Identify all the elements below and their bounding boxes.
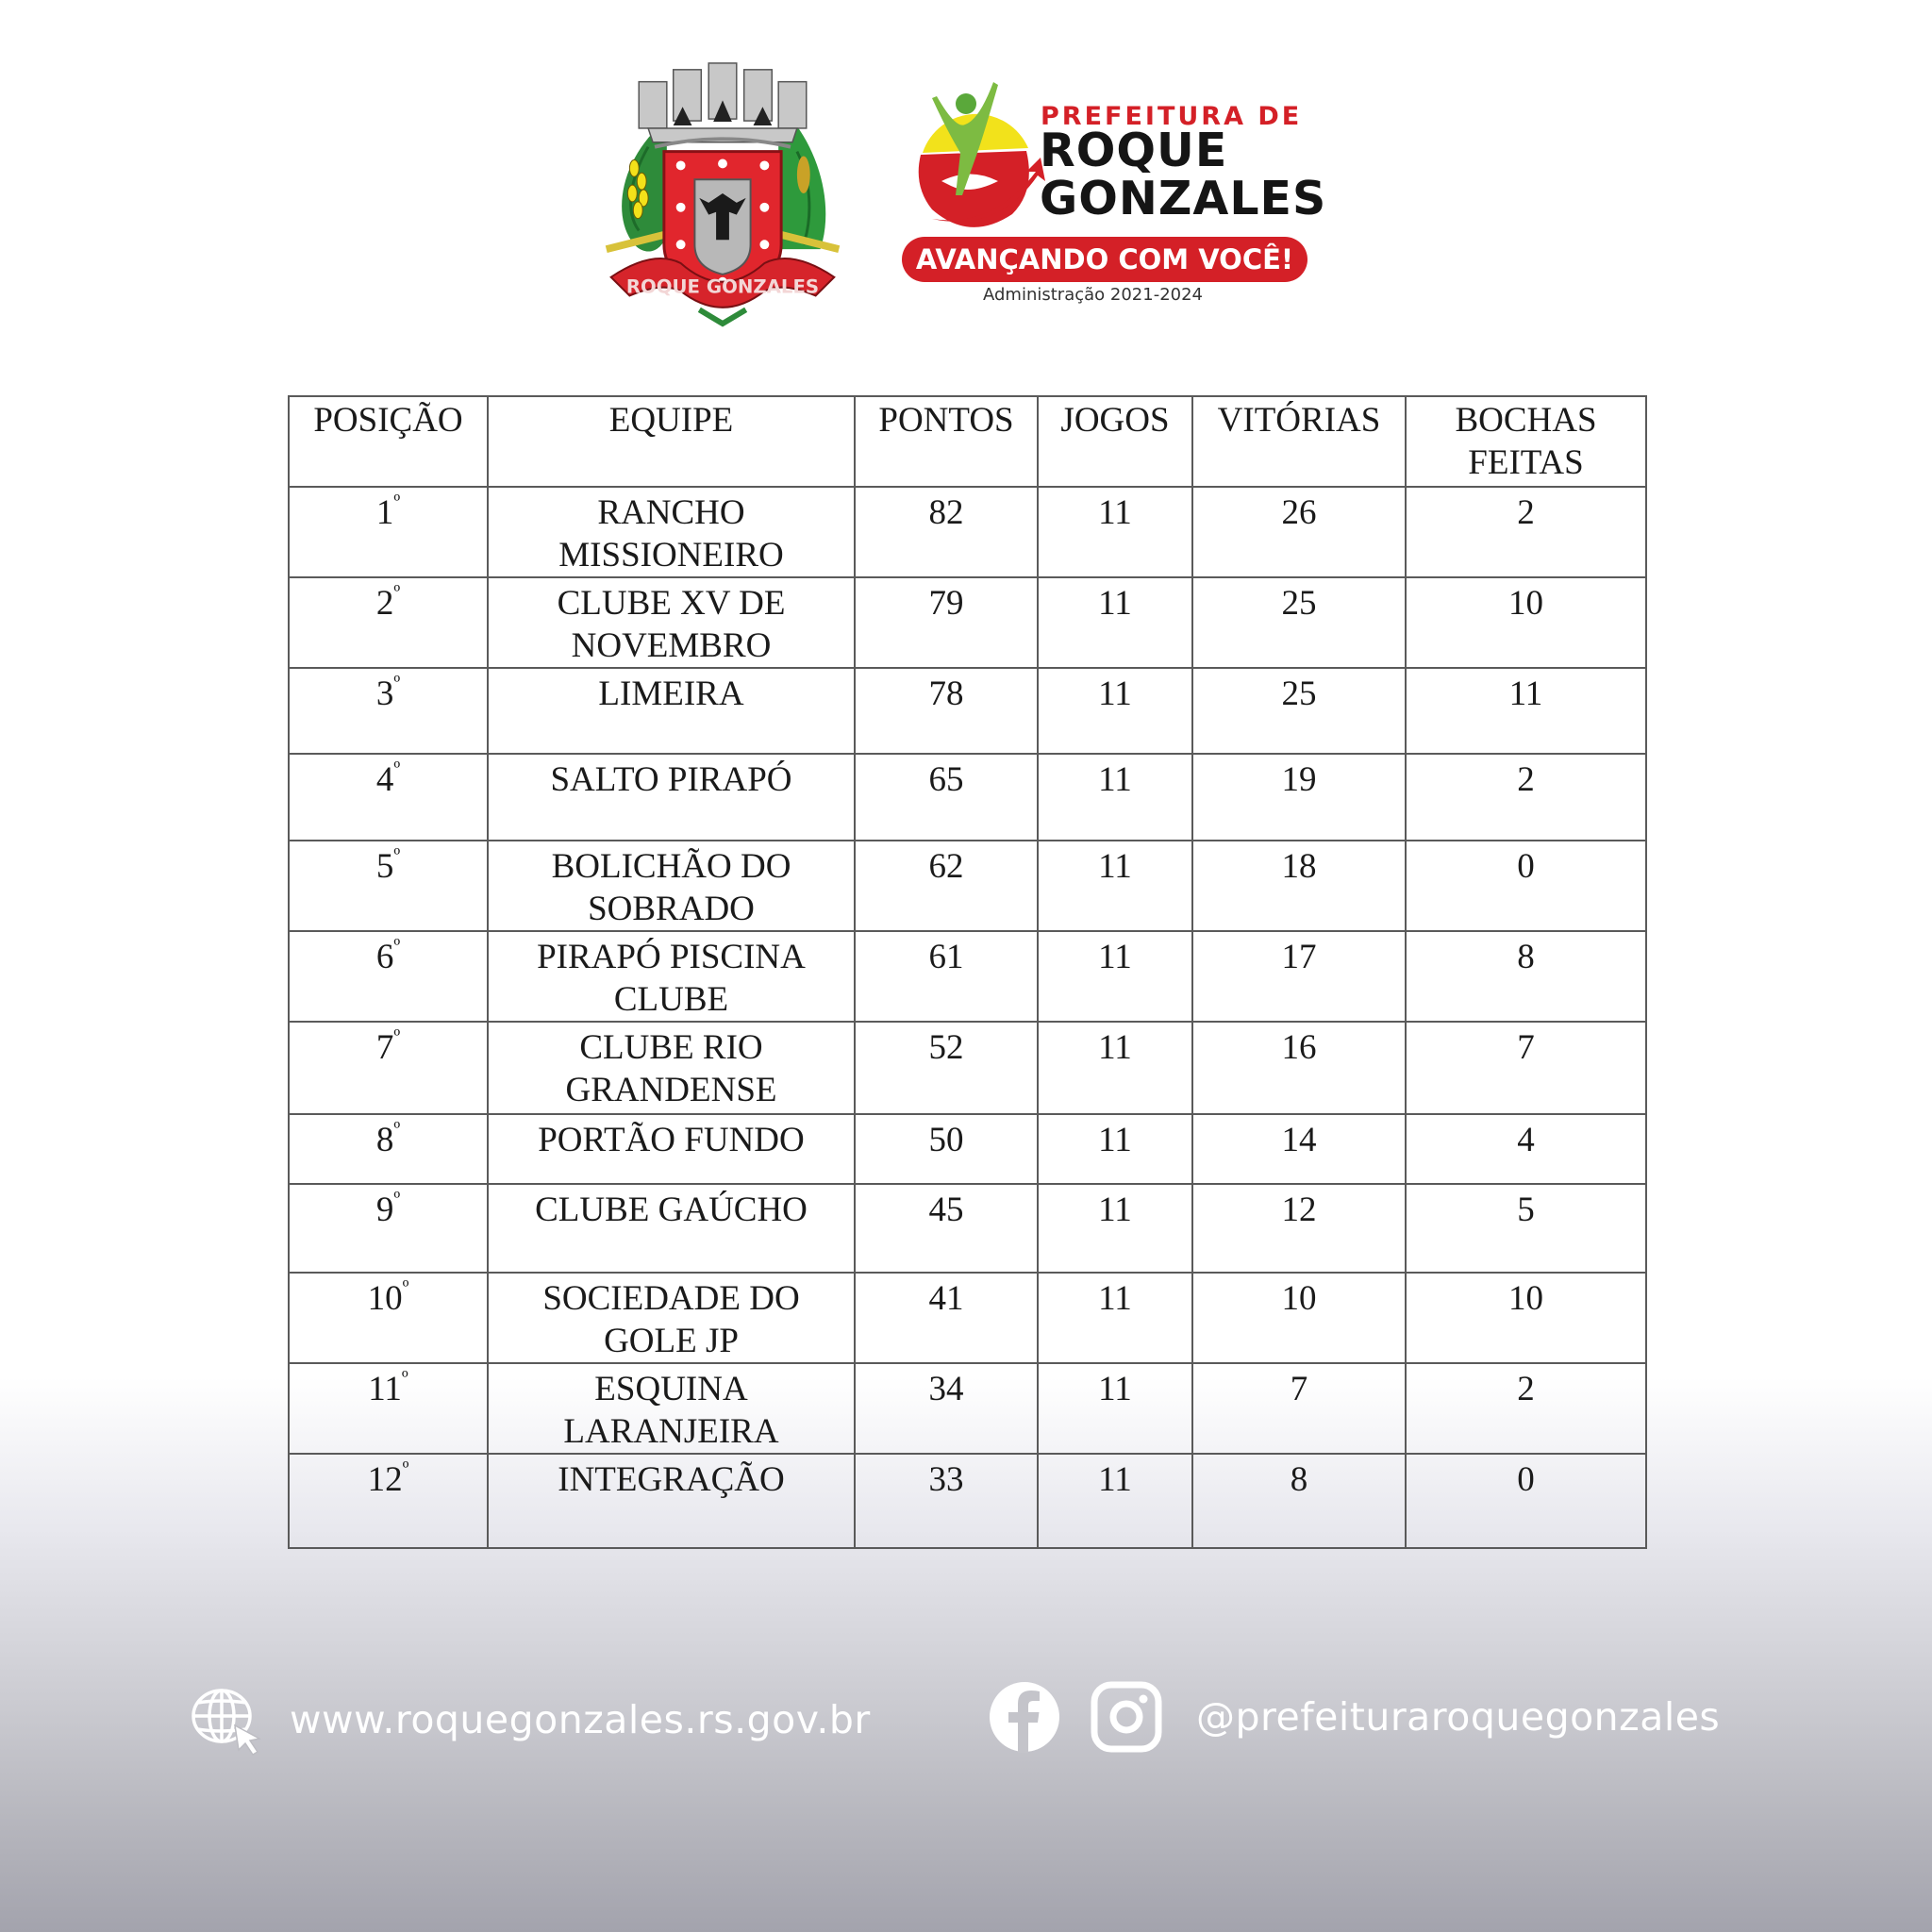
cell-posicao: $4^º$ xyxy=(289,754,488,841)
cell-vitorias: 16 xyxy=(1192,1022,1406,1114)
cell-equipe: PIRAPÓ PISCINA CLUBE xyxy=(488,931,855,1022)
cell-equipe: INTEGRAÇÃO xyxy=(488,1454,855,1548)
table-row xyxy=(289,1022,1646,1114)
cell-pontos: 33 xyxy=(855,1454,1038,1548)
cell-posicao: $3^º$ xyxy=(289,668,488,754)
cell-equipe: CLUBE XV DE NOVEMBRO xyxy=(488,577,855,668)
prefeitura-logo xyxy=(896,77,1327,311)
coat-of-arms-logo xyxy=(596,58,849,328)
cell-jogos: 11 xyxy=(1038,1022,1192,1114)
cell-bochas-feitas: 5 xyxy=(1406,1184,1646,1273)
coat-of-arms-icon xyxy=(596,58,849,328)
brand-town-name xyxy=(1040,126,1326,223)
cell-bochas-feitas: 10 xyxy=(1406,1273,1646,1363)
table-header-row xyxy=(289,396,1646,487)
cell-vitorias: 7 xyxy=(1192,1363,1406,1454)
cell-equipe: ESQUINA LARANJEIRA xyxy=(488,1363,855,1454)
table-row xyxy=(289,1184,1646,1273)
cell-posicao: $12^º$ xyxy=(289,1454,488,1548)
cell-vitorias: 8 xyxy=(1192,1454,1406,1548)
cell-bochas-feitas: 2 xyxy=(1406,1363,1646,1454)
cell-pontos: 79 xyxy=(855,577,1038,668)
cell-vitorias: 25 xyxy=(1192,668,1406,754)
cell-bochas-feitas: 11 xyxy=(1406,668,1646,754)
table-row xyxy=(289,668,1646,754)
cell-jogos: 11 xyxy=(1038,668,1192,754)
cell-bochas-feitas: 2 xyxy=(1406,487,1646,577)
column-header-equipe: EQUIPE xyxy=(488,396,855,487)
cell-pontos: 52 xyxy=(855,1022,1038,1114)
cell-vitorias: 18 xyxy=(1192,841,1406,931)
cell-bochas-feitas: 10 xyxy=(1406,577,1646,668)
brand-line-roque: ROQUE xyxy=(1040,124,1228,177)
cell-pontos: 82 xyxy=(855,487,1038,577)
cell-pontos: 65 xyxy=(855,754,1038,841)
cell-posicao: $7^º$ xyxy=(289,1022,488,1114)
cell-equipe: SALTO PIRAPÓ xyxy=(488,754,855,841)
cell-posicao: $1^º$ xyxy=(289,487,488,577)
cell-vitorias: 26 xyxy=(1192,487,1406,577)
column-header-bochas-feitas: BOCHAS FEITAS xyxy=(1406,396,1646,487)
cell-pontos: 78 xyxy=(855,668,1038,754)
table-row xyxy=(289,754,1646,841)
cell-posicao: $11^º$ xyxy=(289,1363,488,1454)
cell-equipe: PORTÃO FUNDO xyxy=(488,1114,855,1184)
cell-pontos: 50 xyxy=(855,1114,1038,1184)
brand-slogan: AVANÇANDO COM VOCÊ! xyxy=(902,237,1307,282)
cell-bochas-feitas: 0 xyxy=(1406,841,1646,931)
cell-bochas-feitas: 4 xyxy=(1406,1114,1646,1184)
cell-posicao: $5^º$ xyxy=(289,841,488,931)
table-row xyxy=(289,841,1646,931)
cell-posicao: $10^º$ xyxy=(289,1273,488,1363)
cell-posicao: $9^º$ xyxy=(289,1184,488,1273)
cell-pontos: 34 xyxy=(855,1363,1038,1454)
table-row xyxy=(289,1363,1646,1454)
cell-equipe: RANCHO MISSIONEIRO xyxy=(488,487,855,577)
cell-jogos: 11 xyxy=(1038,1454,1192,1548)
standings-table xyxy=(288,395,1647,1549)
cell-pontos: 41 xyxy=(855,1273,1038,1363)
column-header-posicao: POSIÇÃO xyxy=(289,396,488,487)
social-handle[interactable]: @prefeituraroquegonzales xyxy=(1196,1694,1721,1740)
cell-bochas-feitas: 2 xyxy=(1406,754,1646,841)
cell-pontos: 45 xyxy=(855,1184,1038,1273)
table-row xyxy=(289,577,1646,668)
table-row xyxy=(289,1273,1646,1363)
cell-vitorias: 10 xyxy=(1192,1273,1406,1363)
cell-jogos: 11 xyxy=(1038,1114,1192,1184)
social-links xyxy=(989,1681,1720,1753)
cell-posicao: $2^º$ xyxy=(289,577,488,668)
cell-vitorias: 17 xyxy=(1192,931,1406,1022)
table-row xyxy=(289,487,1646,577)
cell-equipe: SOCIEDADE DO GOLE JP xyxy=(488,1273,855,1363)
globe-cursor-icon xyxy=(192,1684,263,1756)
cell-bochas-feitas: 7 xyxy=(1406,1022,1646,1114)
website-link[interactable] xyxy=(192,1684,871,1756)
brand-line-gonzales: GONZALES xyxy=(1040,172,1327,225)
cell-jogos: 11 xyxy=(1038,1273,1192,1363)
cell-jogos: 11 xyxy=(1038,931,1192,1022)
website-url[interactable]: www.roquegonzales.rs.gov.br xyxy=(290,1697,871,1742)
cell-equipe: BOLICHÃO DO SOBRADO xyxy=(488,841,855,931)
table-row xyxy=(289,931,1646,1022)
cell-vitorias: 14 xyxy=(1192,1114,1406,1184)
cell-pontos: 61 xyxy=(855,931,1038,1022)
cell-jogos: 11 xyxy=(1038,1184,1192,1273)
cell-jogos: 11 xyxy=(1038,841,1192,931)
cell-bochas-feitas: 8 xyxy=(1406,931,1646,1022)
cell-equipe: CLUBE RIO GRANDENSE xyxy=(488,1022,855,1114)
table-row xyxy=(289,1114,1646,1184)
column-header-vitorias: VITÓRIAS xyxy=(1192,396,1406,487)
cell-posicao: $6^º$ xyxy=(289,931,488,1022)
cell-pontos: 62 xyxy=(855,841,1038,931)
brand-line-prefeitura: PREFEITURA DE xyxy=(1041,102,1303,131)
cell-vitorias: 12 xyxy=(1192,1184,1406,1273)
prefeitura-emblem-icon xyxy=(904,77,1045,233)
instagram-icon[interactable] xyxy=(1091,1681,1162,1753)
table-row xyxy=(289,1454,1646,1548)
cell-equipe: CLUBE GAÚCHO xyxy=(488,1184,855,1273)
cell-jogos: 11 xyxy=(1038,1363,1192,1454)
facebook-icon[interactable] xyxy=(989,1681,1060,1753)
column-header-pontos: PONTOS xyxy=(855,396,1038,487)
brand-administration: Administração 2021-2024 xyxy=(983,285,1204,305)
svg-text:ROQUE GONZALES: ROQUE GONZALES xyxy=(625,275,820,298)
column-header-jogos: JOGOS xyxy=(1038,396,1192,487)
cell-posicao: $8^º$ xyxy=(289,1114,488,1184)
cell-vitorias: 19 xyxy=(1192,754,1406,841)
cell-jogos: 11 xyxy=(1038,577,1192,668)
cell-equipe: LIMEIRA xyxy=(488,668,855,754)
cell-jogos: 11 xyxy=(1038,754,1192,841)
cell-vitorias: 25 xyxy=(1192,577,1406,668)
cell-bochas-feitas: 0 xyxy=(1406,1454,1646,1548)
cell-jogos: 11 xyxy=(1038,487,1192,577)
